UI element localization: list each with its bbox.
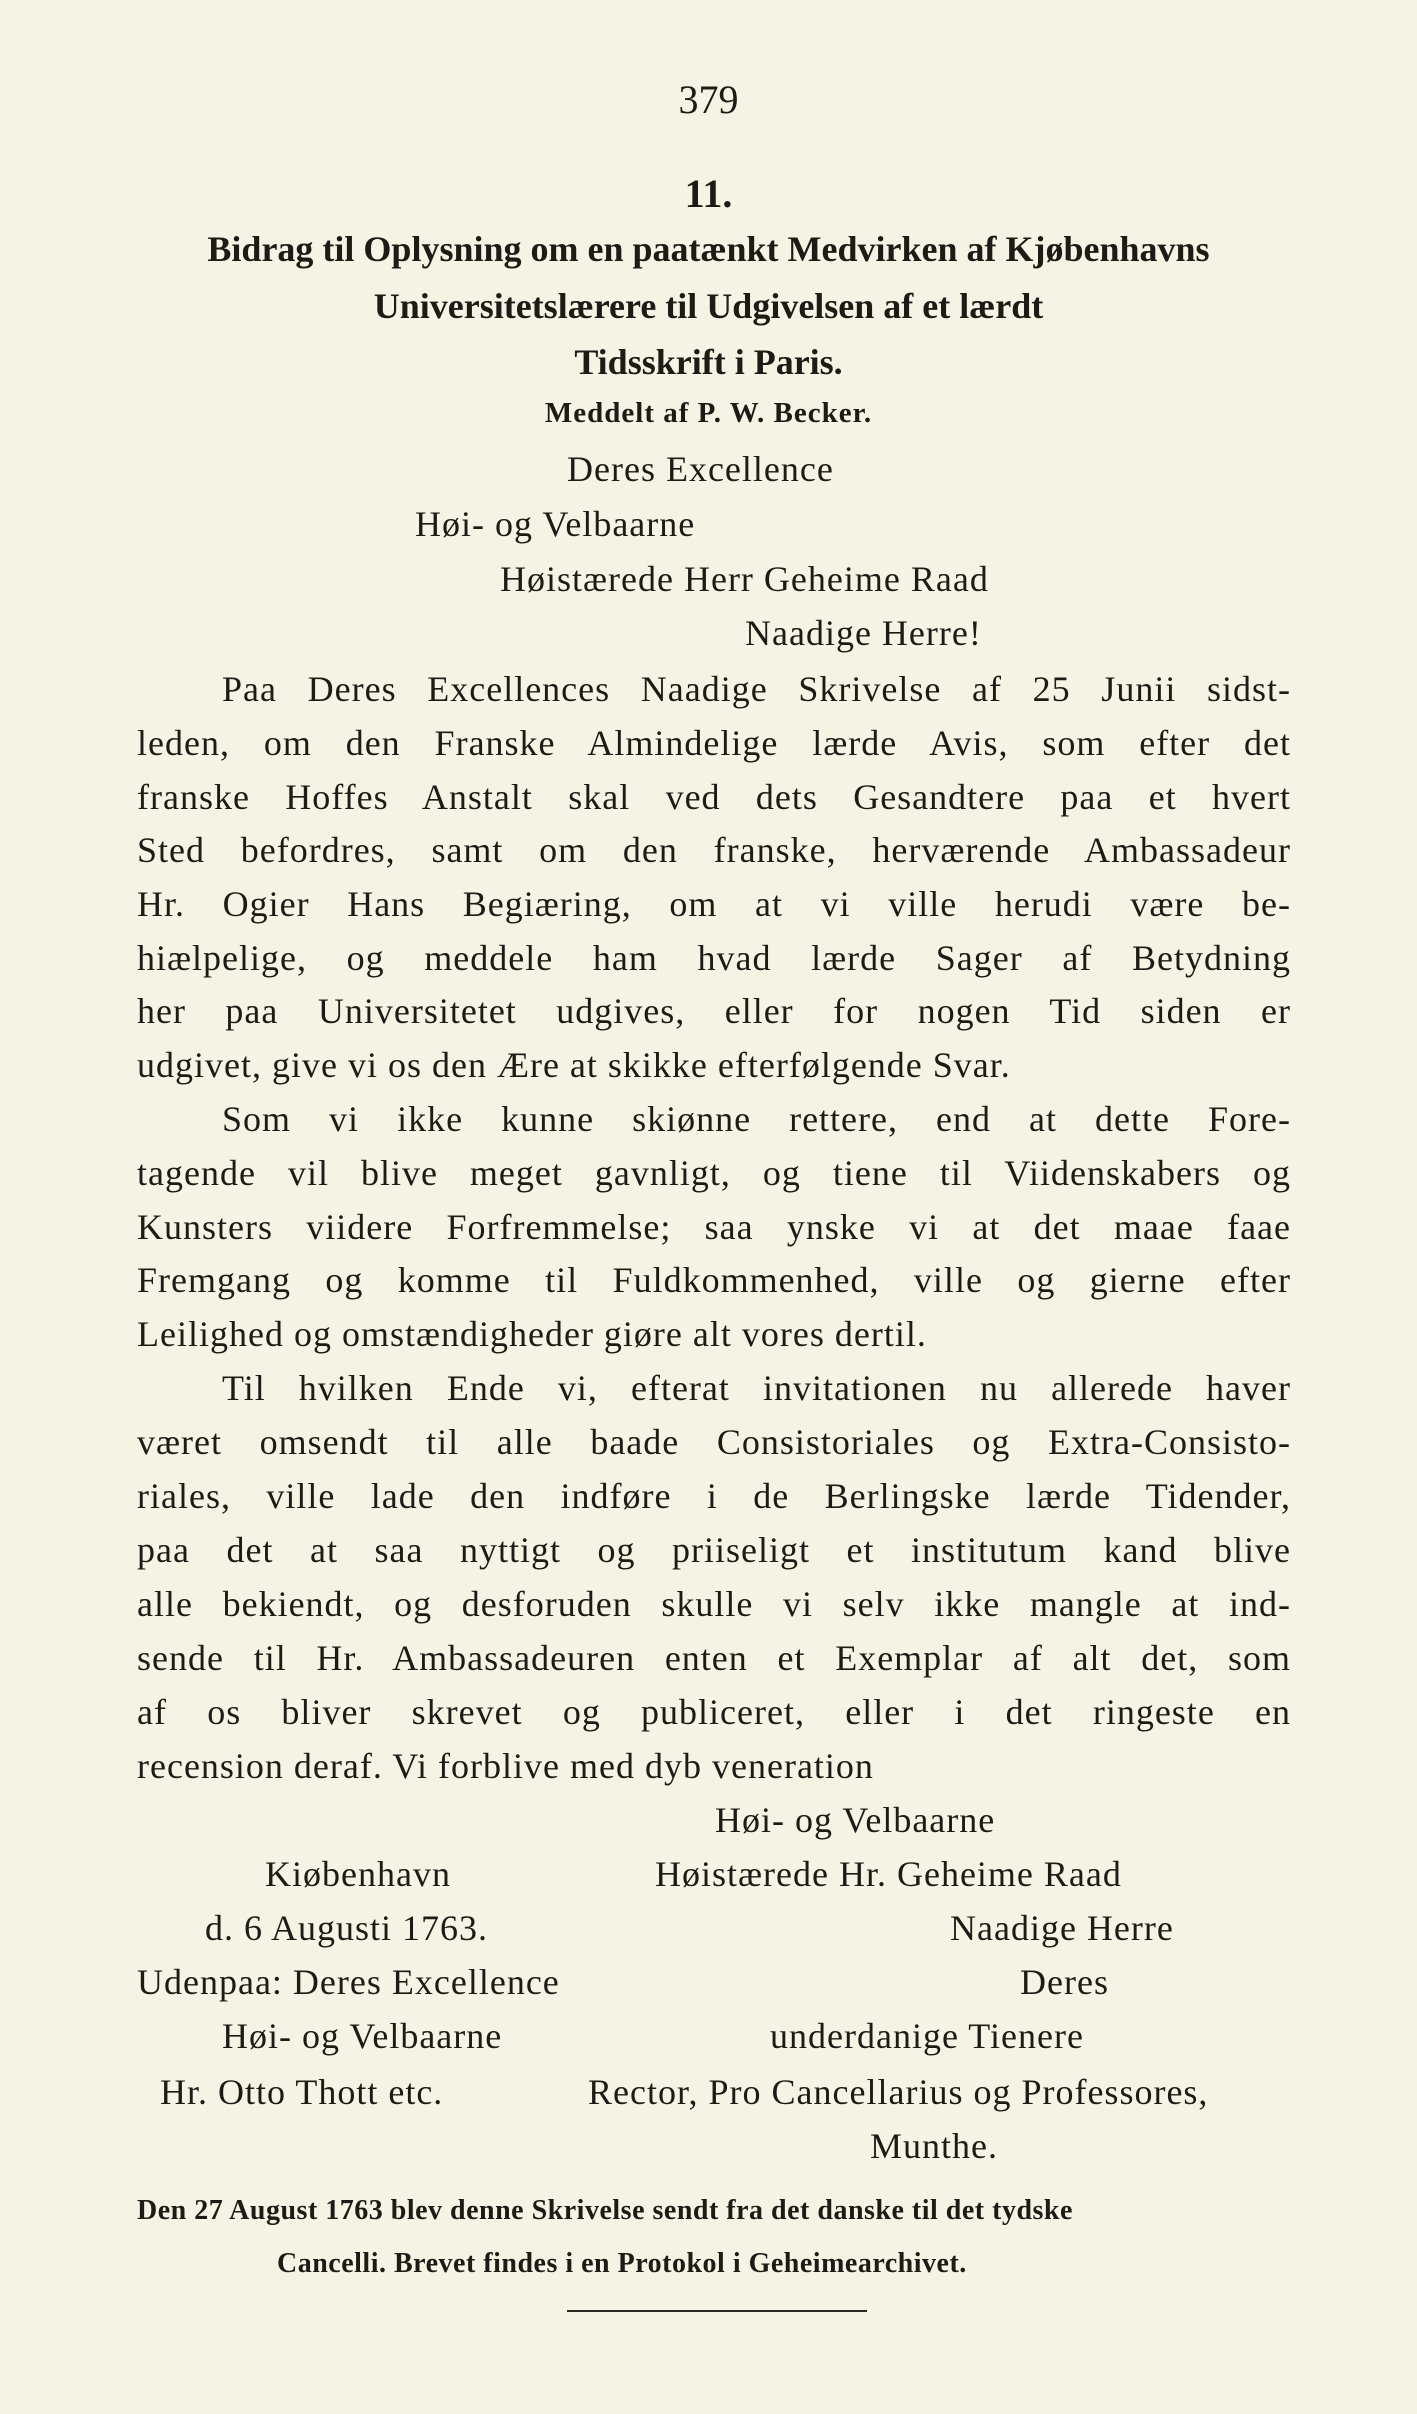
closing-right-line-1: Høi- og Velbaarne [715,1800,996,1840]
body-line: Leilighed og omstændigheder giøre alt vores dertil. [137,1314,927,1354]
closing-right-line-6: Rector, Pro Cancellarius og Professores, [588,2072,1209,2112]
body-line: tagende vil blive meget gavnligt, og tiene til Viidenskabers og [137,1153,1291,1193]
body-line: Til hvilken Ende vi, efterat invitationen nu allerede haver [222,1368,1291,1408]
closing-left-address-1: Udenpaa: Deres Excellence [137,1962,560,2002]
body-line: af os bliver skrevet og publiceret, eller i det ringeste en [137,1692,1291,1732]
body-line: Kunsters viidere Forfremmelse; saa ynske vi at det maae faae [137,1207,1291,1247]
closing-right-line-5: underdanige Tienere [770,2016,1084,2056]
byline: Meddelt af P. W. Becker. [544,397,873,429]
title-line-1: Bidrag til Oplysning om en paatænkt Medvirken af Kjøbenhavns [207,229,1210,269]
body-line: Hr. Ogier Hans Begiæring, om at vi ville herudi være be- [137,884,1291,924]
closing-left-place: Kiøbenhavn [265,1854,451,1894]
body-line: Paa Deres Excellences Naadige Skrivelse af 25 Junii sidst- [222,669,1291,709]
body-line: Fremgang og komme til Fuldkommenhed, ville og gierne efter [137,1260,1291,1300]
closing-left-date: d. 6 Augusti 1763. [205,1908,489,1948]
footnote-line-1: Den 27 August 1763 blev denne Skrivelse sendt fra det danske til det tydske [137,2195,1073,2226]
body-line: Som vi ikke kunne skiønne rettere, end at dette Fore- [222,1099,1291,1139]
title-line-3: Tidsskrift i Paris. [574,342,843,382]
body-line: riales, ville lade den indføre i de Berlingske lærde Tidender, [137,1476,1291,1516]
body-line: recension deraf. Vi forblive med dyb veneration [137,1746,874,1786]
body-line: franske Hoffes Anstalt skal ved dets Gesandtere paa et hvert [137,777,1291,817]
closing-left-address-2: Høi- og Velbaarne [222,2016,503,2056]
signature-name: Munthe. [870,2126,998,2166]
closing-right-line-4: Deres [1020,1962,1109,2002]
body-line: paa det at saa nyttigt og priiseligt et institutum kand blive [137,1530,1291,1570]
body-line: her paa Universitetet udgives, eller for nogen Tid siden er [137,991,1291,1031]
salutation-line-4: Naadige Herre! [745,613,982,653]
body-line: alle bekiendt, og desforuden skulle vi selv ikke mangle at ind- [137,1584,1291,1624]
page-number: 379 [678,77,739,122]
body-line: sende til Hr. Ambassadeuren enten et Exemplar af alt det, som [137,1638,1291,1678]
section-number: 11. [684,171,733,216]
body-line: Sted befordres, samt om den franske, herværende Ambassadeur [137,830,1291,870]
title-line-2: Universitetslærere til Udgivelsen af et lærdt [373,286,1044,326]
closing-rule [567,2310,867,2312]
body-line: leden, om den Franske Almindelige lærde Avis, som efter det [137,723,1291,763]
closing-left-address-3: Hr. Otto Thott etc. [160,2072,444,2112]
footnote-line-2: Cancelli. Brevet findes i en Protokol i Geheimearchivet. [277,2248,967,2279]
salutation-line-1: Deres Excellence [567,449,834,489]
closing-right-line-3: Naadige Herre [950,1908,1174,1948]
salutation-line-2: Høi- og Velbaarne [415,504,696,544]
closing-right-line-2: Høistærede Hr. Geheime Raad [655,1854,1122,1894]
salutation-line-3: Høistærede Herr Geheime Raad [500,559,989,599]
body-line: udgivet, give vi os den Ære at skikke efterfølgende Svar. [137,1045,1011,1085]
body-line: hiælpelige, og meddele ham hvad lærde Sager af Betydning [137,938,1291,978]
body-line: været omsendt til alle baade Consistoriales og Extra-Consisto- [137,1422,1291,1462]
